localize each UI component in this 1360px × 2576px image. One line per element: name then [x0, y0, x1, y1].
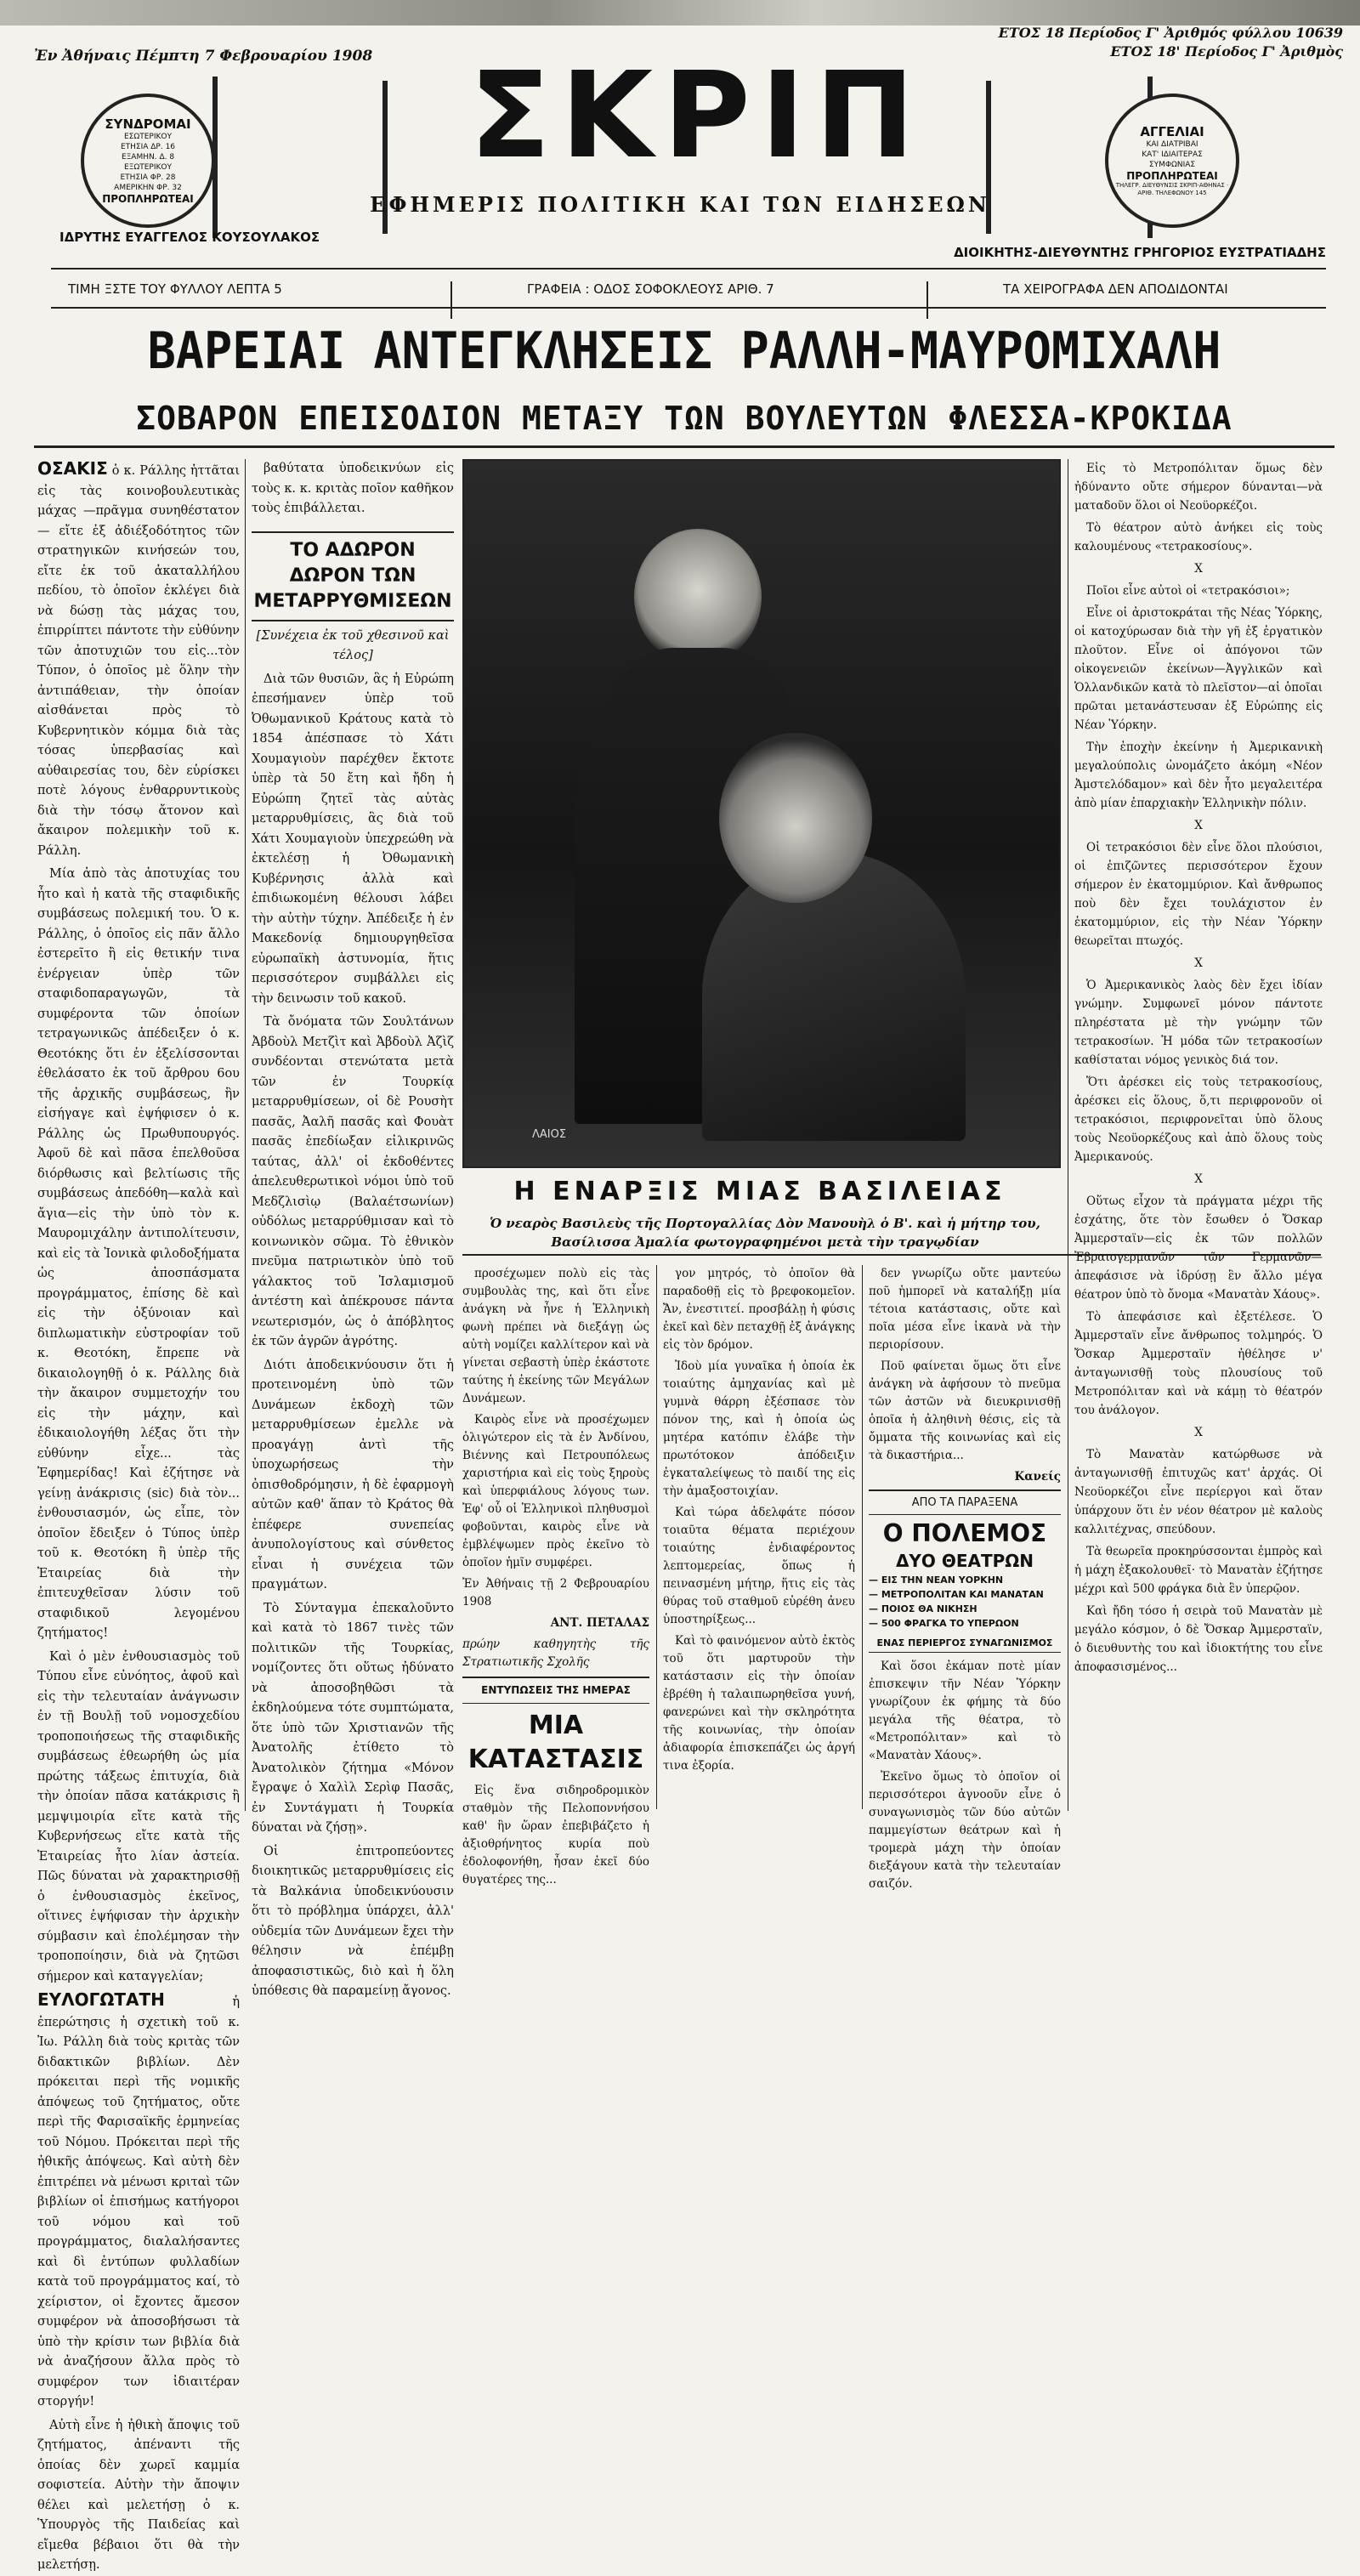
issue-period: ΕΤΟΣ 18' Περίοδος Γ' Ἀριθμὸς — [1110, 43, 1343, 60]
paragraph: Τὸ Σύνταγμα ἐπεκαλοῦντο καὶ κατὰ τὸ 1867 τινὲς τῶν πολιτικῶν τῆς Τουρκίας, νομίζοντες ὅτι οὕτως ἠδύνατο νὰ ἀποσοβηθῶσι τὰ ἐκδηλούμενα τότε συμπτώματα, ὅτε ὑπὸ τῶν Χριστιανῶν τῆς Ἀνατολῆς ἐτίθετο τὸ Ἀνατολικὸν ζήτημα «Μόνον ἔγραψε ὁ Χαλὶλ Σερὶφ Πασᾶς, ἐν Συντάγματι ἡ Τουρκία δύναται νὰ ζήσῃ». — [252, 1601, 454, 1835]
subscription-line: ΕΣΩΤΕΡΙΚΟΥ — [124, 133, 172, 141]
subscription-line: ΑΜΕΡΙΚΗΝ ΦΡ. 32 — [114, 184, 182, 192]
subscriptions-title: ΣΥΝΔΡΟΜΑΙ — [105, 116, 191, 132]
photo-subcaption: Ὁ νεαρὸς Βασιλεὺς τῆς Πορτογαλλίας Δὸν Μανουὴλ ὁ Β'. καὶ ἡ μήτηρ του, Βασίλισσα Ἀμαλία φωτογραφημένοι μετὰ τὴν τραγῳδίαν — [490, 1216, 1040, 1250]
section-mark: Χ — [1194, 562, 1203, 576]
subscription-line: ΕΞΩΤΕΡΙΚΟΥ — [124, 163, 172, 172]
paragraph: Ποῖοι εἶνε αὐτοὶ οἱ «τετρακόσιοι»; — [1086, 584, 1290, 598]
continuation-note: [Συνέχεια ἐκ τοῦ χθεσινοῦ καὶ τέλος] — [256, 628, 450, 662]
subscriptions-seal — [81, 94, 215, 228]
paragraph: Καὶ ὁ μὲν ἐνθουσιασμὸς τοῦ Τύπου εἶνε εὐνόητος, ἀφοῦ καὶ εἰς τὴν τελευταίαν ἀνάγνωσιν ἐν τῇ Βουλῇ τοῦ νομοσχεδίου τροποποιήσεως τῆς σταφιδικῆς συμβάσεως ἐθεωρήθη ὡς μία πρώτης τάξεως ἐπιτυχία, διὰ τὴν ὁποίαν πᾶσα κατάκρισις ἢ μεμψιμοιρία εἴτε κατὰ τῆς Κυβερνήσεως εἴτε κατὰ τῆς Ἑταιρείας ἦτο λίαν ἀστεία. Πῶς δύναται νὰ χαρακτηρισθῇ ὁ ἐνθουσιασμὸς ἐκεῖνος, οἵτινες ἐψήφισαν τὴν ἀρχικὴν σύμβασιν καὶ ἐπολέμησαν τὴν τροποποίησιν, διὰ νὰ ζητῶσι σήμερον καὶ καταγγελίαν; — [37, 1649, 240, 1983]
newspaper-subtitle: ΕΦΗΜΕΡΙΣ ΠΟΛΙΤΙΚΗ ΚΑΙ ΤΩΝ ΕΙΔΗΣΕΩΝ — [370, 192, 990, 217]
column-theatre-war — [869, 1265, 1061, 1891]
paragraph: Οἱ ἐπιτροπεύοντες διοικητικῶς μεταρρυθμίσεις εἰς τὰ Βαλκάνια ὑποδεικνύουσιν ὅτι τὸ πρόβλημα ὑπάρχει, ἀλλ' οὐδεμία τῶν Δυνάμεων ἔχει τὴν θέλησιν νὰ ἐπέμβῃ ἀποφασιστικῶς, διὸ καὶ ἡ ὅλη ὑπόθεσις θὰ παραμείνῃ ἄγονος. — [252, 1844, 454, 1998]
paragraph: Ὅτι ἀρέσκει εἰς τοὺς τετρακοσίους, ἀρέσκει εἰς ὅλους, ὅ,τι περιφρονοῦν οἱ τετρακόσιοι, περιφρονεῖται ὑπὸ ὅλους τοὺς Νεοϋορκέζους καὶ ἀπὸ ὅλους τοὺς Ἀμερικανούς. — [1074, 1075, 1323, 1164]
section-mark: Χ — [1194, 956, 1203, 970]
manuscripts-text: ΤΑ ΧΕΙΡΟΓΡΑΦΑ ΔΕΝ ΑΠΟΔΙΔΟΝΤΑΙ — [1003, 281, 1228, 297]
photo-caption: Η ΕΝΑΡΞΙΣ ΜΙΑΣ ΒΑΣΙΛΕΙΑΣ — [513, 1177, 1006, 1206]
section-mark: Χ — [1194, 1426, 1203, 1439]
column-rule — [656, 1265, 657, 1809]
price-text: ΤΙΜΗ ΞΣΤΕ ΤΟΥ ΦΥΛΛΟΥ ΛΕΠΤΑ 5 — [68, 281, 282, 297]
paragraph: Τὴν ἐποχὴν ἐκείνην ἡ Ἀμερικανικὴ μεγαλούπολις ὠνομάζετο ἀκόμη «Νέον Ἀμστελόδαμον» καὶ δὲν ἦτο μεγαλειτέρα ἀπὸ μίαν ἐπαρχιακὴν Ἑλληνικὴν πόλιν. — [1074, 740, 1323, 810]
signature-role: πρώην καθηγητὴς τῆς Στρατιωτικῆς Σχολῆς — [462, 1637, 649, 1669]
telegraph-address: ΤΗΛΕΓΡ. ΔΙΕΥΘΥΝΣΙΣ ΣΚΡΙΠ-ΑΘΗΝΑΣ · ΑΡΙΘ. ΤΗΛΕΦΩΝΟΥ 145 — [1115, 182, 1229, 196]
advertisement-line: ΚΑΤ' ΙΔΙΑΙΤΕΡΑΣ — [1142, 150, 1203, 159]
subscriptions-prepay: ΠΡΟΠΛΗΡΩΤΕΑΙ — [102, 193, 194, 205]
issue-info — [999, 24, 1343, 61]
column-theatres-continued — [1074, 459, 1323, 1811]
curious-competition-subhead: ΕΝΑΣ ΠΕΡΙΕΡΓΟΣ ΣΥΝΑΓΩΝΙΣΜΟΣ — [869, 1634, 1061, 1653]
issue-number: ΕΤΟΣ 18 Περίοδος Γ' Ἀριθμός φύλλου 10639 — [998, 25, 1343, 41]
advertisement-line: ΣΥΜΦΩΝΙΑΣ — [1148, 161, 1196, 169]
signature-name: ΑΝΤ. ΠΕΤΑΛΑΣ — [550, 1616, 649, 1630]
paragraph: ἡ ἐπερώτησις ἡ σχετικὴ τοῦ κ. Ἰω. Ράλλη διὰ τοὺς κριτὰς τῶν διδακτικῶν βιβλίων. Δὲν πρόκειται περὶ τῆς νομικῆς ἀπόψεως τοῦ ζητήματος, οὔτε περὶ τῆς Φαρισαϊκῆς ἑρμηνείας τοῦ Νόμου. Πρόκειται περὶ τῆς ἠθικῆς ἀπόψεως. Καὶ αὐτὴ δὲν ἐπιτρέπει νὰ μένωσι κριταὶ τῶν βιβλίων οἱ ἐπισήμως κατήγοροι τοῦ νόμου καὶ τοῦ προγράμματος, διαλαλήσαντες καὶ δὶ ἐντύπων φυλλαδίων κατὰ τοῦ προγράμματος καί, τὸ χείριστον, οἱ ἔχοντες ἄμεσον συμφέρον νὰ ἀποσοβήσωσι τὰ ὑπὸ τὴν κρίσιν των βιβλία διὰ νὰ ἀναζήσουν ἄλλα πρὸς τὸ συμφέρον των ἰδιαιτέραν στοργήν! — [37, 1995, 240, 2409]
katastasis-headline: ΜΙΑ ΚΑΤΑΣΤΑΣΙΣ — [468, 1711, 644, 1774]
advertisements-prepay: ΠΡΟΠΛΗΡΩΤΕΑΙ — [1126, 170, 1218, 182]
date-line: Ἐν Ἀθήναις Πέμπτη 7 Φεβρουαρίου 1908 — [34, 48, 373, 65]
paragraph: ὁ κ. Ράλλης ἡττᾶται εἰς τὰς κοινοβουλευτικὰς μάχας —πρᾶγμα συνηθέστατον— εἴτε ἐξ ἀδιέξοδότητος τῶν στρατηγικῶν κινήσεών του, εἴτε ἐκ τοῦ ἀκαταλλήλου πεδίου, τὸ ὁποῖον ἐκλέγει διὰ νὰ δώσῃ τὰς μάχας του, ἐπιρρίπτει πάντοτε τὴν εὐθύνην τῶν ἀποτυχιῶν του εἰς...τὸν Τύπον, ὁ ὁποῖος μὲ ὅλην τὴν ἀντιπάθειαν, τὴν ὁποίαν αἰσθάνεται πρὸς τὸ Κυβερνητικὸν κόμμα διὰ τὰς τόσας ὑπερβασίας καὶ αὐθαιρεσίας του, δὲν εὑρίσκει ποτὲ λόγους ἐνθαρρυντικοὺς διὰ τὴν τόσῳ ἄτονον καὶ ἄκαιρον πολεμικὴν τοῦ κ. Ράλλη. — [37, 464, 240, 858]
paragraph: προσέχωμεν πολὺ εἰς τὰς συμβουλὰς της, καὶ ὅτι εἶνε ἀνάγκη νὰ ἦνε ἡ Ἑλληνικὴ φωνὴ πρέπει νὰ διεξάγῃ ὡς αὐτὴ νομίζει καλλίτερον καὶ νὰ γίνεται σεβαστὴ ὑπὲρ ἑκάστοτε ταύτης ἡ ἐκείνης τῶν Μεγάλων Δυνάμεων. — [462, 1267, 649, 1405]
paragraph: Εἰς τὸ Μετροπόλιταν ὅμως δὲν ἠδύναντο οὔτε σήμερον δύνανται—νὰ ματαδοῦν ὅλοι οἱ Νεοϋορκέζοι. — [1074, 462, 1323, 513]
paragraph: Καὶ τὸ φαινόμενον αὐτὸ ἐκτὸς τοῦ ὅτι μαρτυροῦν τὴν κατάστασιν εἰς τὴν ὁποίαν ἐβρέθη ἡ ταλαιπωρηθεῖσα γυνή, φανερώνει καὶ τὴν σκληρότητα τῆς κοινωνίας, τὴν ὁποίαν ἀδιαφορία ἐπισκεπάζει ὡς ἀργή τινα ἐξορία. — [663, 1634, 855, 1773]
royal-photograph — [462, 459, 1061, 1168]
paragraph: Καὶ ἤδη τόσο ἡ σειρὰ τοῦ Μανατὰν μὲ μεγάλο κόσμον, ὁ δὲ Ὄσκαρ Ἀμμερσταϊν, ὁ διευθυντὴς του καὶ ἰδιοκτήτης του εἶνε ἀποφασισμένος... — [1074, 1604, 1323, 1674]
queen-portrait — [719, 733, 872, 903]
war-headline: Ο ΠΟΛΕΜΟΣ — [882, 1519, 1047, 1547]
paragraph: Ποῦ φαίνεται ὅμως ὅτι εἶνε ἀνάγκη νὰ ἀφήσουν τὸ πνεῦμα τῶν ἀστῶν νὰ διευκρινισθῇ ὁποῖα ἡ ἀληθινὴ θέσις, εἰς τὰ ὄμματα τῆς κοινωνίας καὶ εἰς τὰ δικαστήρια... — [869, 1359, 1061, 1462]
paragraph: Οἱ τετρακόσιοι δὲν εἶνε ὅλοι πλούσιοι, οἱ ἐπιζῶντες περισσότερον ἔχουν σήμερον ἐν ἐκατομμύριον. Καὶ ἄνθρωπος ποὺ δὲν ἔχει τουλάχιστον ἐν ἑκατομμύριον, εἰς τὴν Νέαν Ὑόρκην θεωρεῖται πτωχός. — [1074, 841, 1323, 948]
king-portrait — [634, 529, 762, 665]
paragraph: Τὸ ἀπεφάσισε καὶ ἐξετέλεσε. Ὁ Ἀμμερσταϊν εἶνε ἄνθρωπος τολμηρός. Ὁ Ὄσκαρ Ἀμμερσταϊν ἠθέλησε ν' ἀνταγωνισθῇ τοὺς πλουσίους τοῦ Μετροπόλιταν καὶ νὰ κάμῃ τὸ θέατρόν του ἀνάλογον. — [1074, 1310, 1323, 1417]
section-mark: Χ — [1194, 819, 1203, 832]
info-divider — [926, 281, 928, 319]
paragraph: Καιρὸς εἶνε νὰ προσέχωμεν ὀλιγώτερον εἰς τὰ ἐν Ἀνδίνου, Βιέννης καὶ Πετρουπόλεως χαριστήρια καὶ εἰς τοὺς ξηροὺς καὶ ὑπερφιάλους λόγους των. Ἐφ' οὗ οἱ Ἑλληνικοὶ πληθυσμοὶ φοβοῦνται, καιρὸς εἶνε νὰ ἐμβλέψωμεν πρὸς ἐκεῖνο τὸ ὁποῖον ἡμῖν συμφέρει. — [462, 1413, 649, 1569]
paragraph: Τὰ θεωρεῖα προκηρύσσονται ἐμπρὸς καὶ ἡ μάχη ἐξακολουθεῖ· τὸ Μανατὰν ἐζήτησε μέχρι καὶ 500 φράγκα διὰ ἓν ὑπερῷον. — [1074, 1545, 1323, 1596]
bullet-item: — ΜΕΤΡΟΠΟΛΙΤΑΝ ΚΑΙ ΜΑΝΑΤΑΝ — [869, 1589, 1044, 1600]
newspaper-title: ΣΚΡΙΠ — [469, 47, 925, 185]
paragraph: Τὸ θέατρον αὐτὸ ἀνήκει εἰς τοὺς καλουμένους «τετρακοσίους». — [1074, 521, 1323, 553]
column-rule — [862, 1265, 863, 1809]
subscription-line: ΕΤΗΣΙΑ ΔΡ. 16 — [120, 143, 176, 151]
author-name: Κανείς — [1014, 1470, 1061, 1484]
section-label: ΕΝΤΥΠΩΣΕΙΣ ΤΗΣ ΗΜΕΡΑΣ — [462, 1677, 649, 1704]
paragraph: Τὰ ὄνόματα τῶν Σουλτάνων Ἀβδοὺλ Μετζὶτ καὶ Ἀβδοὺλ Ἀζὶζ συνδέονται στενώτατα μετὰ τῶν ἐν Τουρκίᾳ μεταρρυθμίσεων, οἱ δὲ Ρουσὴτ πασᾶς, Ἀαλῆ πασᾶς καὶ Φουὰτ πασᾶς ἐπεδίωξαν εἰλικρινῶς ταύτας, ἀλλ' οἱ ἐκδοθέντες ἀπελευθερωτικοὶ νόμοι ὑπὸ τοῦ Μεδζλισὶῳ (Βαλαέτσωνίων) οὐδόλως μεταρρύθμισαν καὶ τὸ κοινωνικὸν σῶμα. Τὸ ἐθνικὸν πνεῦμα πατριωτικὸν ὑπὸ τοῦ γάλακτος τοῦ Ἰσλαμισμοῦ ἀντέστη καὶ ἀπέκρουσε πάντα νεωτερισμόν, ὡς ὁ ἀπόβλητος ἐκ τῶν ἀγρῶν ἀγρότης. — [252, 1015, 454, 1348]
paragraph: Ὁ Ἀμερικανικὸς λαὸς δὲν ἔχει ἰδίαν γνώμην. Συμφωνεῖ μόνον πάντοτε πληρέστατα μὲ τὴν γνώμην τῶν τετρακοσίων. Ἡ μόδα τῶν τετρακοσίων καθίσταται νόμος γενικὸς διά τον. — [1074, 979, 1323, 1067]
queen-cloak — [702, 852, 966, 1141]
main-headline: ΒΑΡΕΙΑΙ ΑΝΤΕΓΚΛΗΣΕΙΣ ΡΑΛΛΗ-ΜΑΥΡΟΜΙΧΑΛΗ — [147, 321, 1221, 381]
theatres-headline: ΔΥΟ ΘΕΑΤΡΩΝ — [895, 1551, 1034, 1571]
photo-signature: ΛΑΙΟΣ — [532, 1128, 567, 1141]
info-bar — [51, 268, 1326, 309]
advertisement-line: ΚΑΙ ΔΙΑΤΡΙΒΑΙ — [1146, 140, 1198, 149]
lead-word: ΕΥΛΟΓΩΤΑΤΗ — [37, 1989, 165, 2010]
section-label: ΑΠΟ ΤΑ ΠΑΡΑΞΕΝΑ — [869, 1489, 1061, 1515]
reforms-headline: ΤΟ ΑΔΩΡΟΝ ΔΩΡΟΝ ΤΩΝ ΜΕΤΑΡΡΥΘΜΙΣΕΩΝ — [252, 531, 454, 621]
scan-edge-strip — [0, 0, 1360, 26]
paragraph: δεν γνωρίζω οὔτε μαντεύω ποῦ ἡμπορεῖ νὰ καταλήξῃ μία τέτοια κατάστασις, οὔτε καὶ ποῖα μέσα εἶνε ἱκανὰ νὰ τὴν περιορίσουν. — [869, 1267, 1061, 1352]
column-situation-continued — [663, 1265, 855, 1809]
paragraph: Ἐκεῖνο ὅμως τὸ ὁποῖον οἱ περισσότεροι ἀγνοοῦν εἶνε ὁ συναγωνισμὸς τῶν δύο αὐτῶν παμμεγίστων θεάτρων καὶ ἡ τρομερὰ μάχη τὴν ὁποίαν διεξάγουν κατὰ τὴν τελευταίαν σαιζόν. — [869, 1770, 1061, 1891]
offices-text: ΓΡΑΦΕΙΑ : ΟΔΟΣ ΣΟΦΟΚΛΕΟΥΣ ΑΡΙΘ. 7 — [527, 281, 774, 297]
bullet-item: — 500 ΦΡΑΓΚΑ ΤΟ ΥΠΕΡΩΟΝ — [869, 1618, 1019, 1629]
paragraph: Αὐτὴ εἶνε ἡ ἠθικὴ ἄποψις τοῦ ζητήματος, ἀπέναντι τῆς ὁποίας δὲν χωρεῖ καμμία σοφιστεία. Αὐτὴν τὴν ἄποψιν θέλει καὶ μελετήσῃ ὁ κ. Ὑπουργὸς τῆς Παιδείας καὶ εἴμεθα βέβαιοι ὅτι θὰ τὴν μελετήσῃ. — [37, 2418, 240, 2572]
signature-date: Ἐν Ἀθήναις τῇ 2 Φεβρουαρίου 1908 — [462, 1577, 649, 1609]
paragraph: Μία ἀπὸ τὰς ἀποτυχίας του ἦτο καὶ ἡ κατὰ τῆς σταφιδικῆς συμβάσεως πολεμική του. Ὁ κ. Ράλλης, ὁ ὁποῖος εἰς πᾶν ἄλλο ἐστερεῖτο ἢ εἰς θετικήν τινα ἐνέργειαν ὑπὲρ τῶν σταφιδοπαραγωγῶν, τὰ συμφέροντα τῶν ὁποίων τετραγωνικῶς ἀπέδειξεν ὁ κ. Θεοτόκης ὅτι ἐν ἐξελίσσονται ἐθελάσατο ἐκ τοῦ ἄρθρου 6ου τῆς ἀρχικῆς συμβάσεως, ἣν εἰσήγαγε καὶ ἐψήφισεν ὁ κ. Ράλλης ὡς Πρωθυπουργός. Ἀφοῦ δὲ καὶ πᾶσα ἐπελθοῦσα διόρθωσις καὶ βελτίωσις τῆς συμβάσεως ἀπεδόθη—καλὰ καὶ ἄγια—εἰς τὴν ὑπὸ τὸν κ. Μαυρομιχάλην ἀντιπολίτευσιν, καὶ εἰς τὰ Ἰονικὰ φιλοδοξήματα ὡς ἀποσπάσματα προγράμματος, ἐπίσης δὲ καὶ εἰς τὴν ὀξύνοιαν καὶ διπλωματικὴν εὐστροφίαν τοῦ κ. Θεοτόκη, ἔπρεπε νὰ δικαιολογηθῇ ὁ κ. Ράλλης διὰ τὴν ἄκαιρον συμμετοχήν του εἰς τὴν μάχην, καὶ ἐδικαιολογήθη λέξας ὅτι τὴν εὐθύνην εἶχε... τὰς Ἐφημερίδας! Καὶ ἐζήτησε νὰ γείνῃ ἀνάκρισις (sic) διὰ τὸν... ἐνθουσιασμόν, ὡς εἶπε, τὸν ὁποῖον ἔδειξεν ὁ Τύπος ὑπὲρ τοῦ κ. Θεοτόκη ἢ ὑπὲρ τῆς Ἑταιρείας διὰ τὴν ἐπιτευχθεῖσαν λύσιν τοῦ σταφιδικοῦ λεγομένου ζητήματος! — [37, 867, 240, 1640]
paragraph: Διότι ἀποδεικνύουσιν ὅτι ἡ προτεινομένη ὑπὸ τῶν Δυνάμεων ἐκδοχὴ τῶν μεταρρυθμίσεων ἐμελλε νὰ προαγάγῃ ἀντὶ τῆς ὑποχωρήσεως τὴν ὀπισθοδρόμησιν, ἡ δὲ ἐφαρμογὴ αὐτῶν καθ' ἅπαν τὸ Κράτος θὰ ἐπέφερε συνεπείας ἀνυπολογίστους καὶ σύνθετος εἶναι ἡ συνέχεια τῶν πραγμάτων. — [252, 1358, 454, 1592]
bullet-item: — ΠΟΙΟΣ ΘΑ ΝΙΚΗΣΗ — [869, 1603, 978, 1614]
bullet-item: — ΕΙΣ ΤΗΝ ΝΕΑΝ ΥΟΡΚΗΝ — [869, 1575, 1004, 1586]
paragraph: Τὸ Μανατὰν κατώρθωσε νὰ ἀνταγωνισθῇ ἐπιτυχῶς κατ' ἀρχάς. Οἱ Νεοϋορκέζοι εἶνε περίεργοι καὶ ὅταν ὑπάρχουν ὅτι ἐν νέον θέατρον μὲ καλοὺς καλλιτέχνας, σπεύδουν. — [1074, 1448, 1323, 1536]
lead-word: ΟΣΑΚΙΣ — [37, 458, 108, 479]
paragraph: Καὶ τώρα ἀδελφάτε πόσον τοιαῦτα θέματα περιέχουν τοιαύτης ἐνδιαφέροντος λεπτομερείας, ὅπως ἡ πεινασμένη μήτηρ, ἥτις εἰς τὰς θύρας τοῦ σταθμοῦ εὑρέθη ἀνευ ὑποστηρίξεως... — [663, 1506, 855, 1626]
paragraph: Εἶνε οἱ ἀριστοκράται τῆς Νέας Ὑόρκης, οἱ κατοχύρωσαν διὰ τὴν γῆ ἐξ ἐργατικὸν πλοῦτον. Εἶνε οἱ ἀπόγονοι τῶν οἰκογενειῶν ἐκείνων—Ἀγγλικῶν καὶ Ὁλλανδικῶν κατὰ τὸ πλεῖστον—αἱ ὁποῖαι πρῶται μετανάστευσαν ἐξ Εὐρώπης εἰς Νέαν Ὑόρκην. — [1074, 606, 1323, 732]
column-reforms-article — [252, 459, 454, 1998]
column-petalas-article — [462, 1265, 649, 1887]
subscription-line: ΕΞΑΜΗΝ. Δ. 8 — [121, 153, 175, 162]
info-divider — [450, 281, 452, 319]
paragraph: Εἰς ἕνα σιδηροδρομικὸν σταθμὸν τῆς Πελοποννήσου καθ' ἣν ὥραν ἐπεβιβάζετο ἡ ἀξιοθρήνητος κυρία ποὺ ἐδολοφονήθη, ἦσαν ἐκεῖ δύο θυγατέρες της... — [462, 1784, 649, 1887]
founder-line: ΙΔΡΥΤΗΣ ΕΥΑΓΓΕΛΟΣ ΚΟΥΣΟΥΛΑΚΟΣ — [60, 230, 320, 245]
subscription-line: ΕΤΗΣΙΑ ΦΡ. 28 — [120, 173, 176, 182]
paragraph: Ἰδοὺ μία γυναῖκα ἡ ὁποία ἐκ τοιαύτης ἀμηχανίας καὶ μὲ γυμνὰ θάρρη ἐξέσπασε τὸν πόνον της, καὶ ἡ ὁποία ὡς μητέρα κατόπιν ἐλάβε τὴν πρωτότοκον ἀπόδειξιν ἐγκαταλείψεως τὸ παιδί της εἰς τὴν ἀμαξοστοιχίαν. — [663, 1359, 855, 1498]
paragraph: βαθύτατα ὑποδεικνύων εἰς τοὺς κ. κ. κριτὰς ποῖον καθῆκον τοὺς ἐπιβάλλεται. — [252, 462, 454, 515]
section-mark: Χ — [1194, 1172, 1203, 1186]
paragraph: Καὶ ὅσοι ἐκάμαν ποτὲ μίαν ἐπισκεψιν τῆν Νέαν Ὑόρκην γνωρίζουν ἐκ φήμης τὰ δύο μεγάλα τῆς θέατρα, τὸ «Μετροπόλιταν» καὶ τὸ «Μανατὰν Χάους». — [869, 1660, 1061, 1762]
column-rule — [245, 459, 246, 1811]
paragraph: Διὰ τῶν θυσιῶν, ἃς ἡ Εὐρώπη ἐπεσήμανεν ὑπὲρ τοῦ Ὀθωμανικοῦ Κράτους κατὰ τὸ 1854 ἀπέσπασε τὸ Χάτι Χουμαγιοὺν παρέχθεν ἔκτοτε ὑπὲρ τὰ 50 ἔτη καὶ ἤδη ἡ Εὐρώπη ζητεῖ τὰς αὐτὰς μεταρρυθμίσεις, ἃς διὰ τοῦ Χάτι Χουμαγιοὺν ὑπεχρεώθη νὰ ἐκτελέσῃ ἡ Ὀθωμανικὴ Κυβέρνησις ἀλλὰ καὶ ἐπιδιωκομένη θέλουσι λάβει τὴν αὐτὴν τύχην. Ἀπέδειξε ἡ ἐν Μακεδονίᾳ δημιουργηθεῖσα εὐρωπαϊκὴ ἀστυνομία, ἥτις περισσότερον συμβάλλει εἰς τὴν δεινωσιν τοῦ κακοῦ. — [252, 672, 454, 1006]
paragraph: Οὕτως εἶχον τὰ πράγματα μέχρι τῆς ἐσχάτης, ὅτε τὸν ἔσωθεν ὁ Ὄσκαρ Ἀμμερσταϊν—εἰς ἐκ τῶν πολλῶν Ἐβραιογερμανῶν τῶν Γερμανῶν—ἀπεφάσισε νὰ ἱδρύσῃ ἓν ἄλλο μέγα θέατρον ὑπὸ τὸ ὄνομα «Μανατὰν Χάους». — [1074, 1194, 1323, 1302]
headline-rule — [34, 445, 1334, 448]
sub-headline: ΣΟΒΑΡΟΝ ΕΠΕΙΣΟΔΙΟΝ ΜΕΤΑΞΥ ΤΩΝ ΒΟΥΛΕΥΤΩΝ ΦΛΕΣΣΑ-ΚΡΟΚΙΔΑ — [136, 400, 1232, 437]
column-ralli-article — [37, 458, 240, 2572]
advertisements-seal — [1105, 94, 1239, 228]
paragraph: γον μητρός, τὸ ὁποῖον θὰ παραδοθῇ εἰς τὸ βρεφοκομεῖον. Ἄν, ἐνεστιτεί. προσβάλῃ ἡ φύσις ἐκεῖ καὶ δὲν πεταχθῇ ἐξ ἀνάγκης εἰς τὸν δρόμον. — [663, 1267, 855, 1352]
advertisements-title: ΑΓΓΕΛΙΑΙ — [1140, 124, 1204, 139]
director-line: ΔΙΟΙΚΗΤΗΣ-ΔΙΕΥΘΥΝΤΗΣ ΓΡΗΓΟΡΙΟΣ ΕΥΣΤΡΑΤΙΑΔΗΣ — [954, 245, 1326, 260]
